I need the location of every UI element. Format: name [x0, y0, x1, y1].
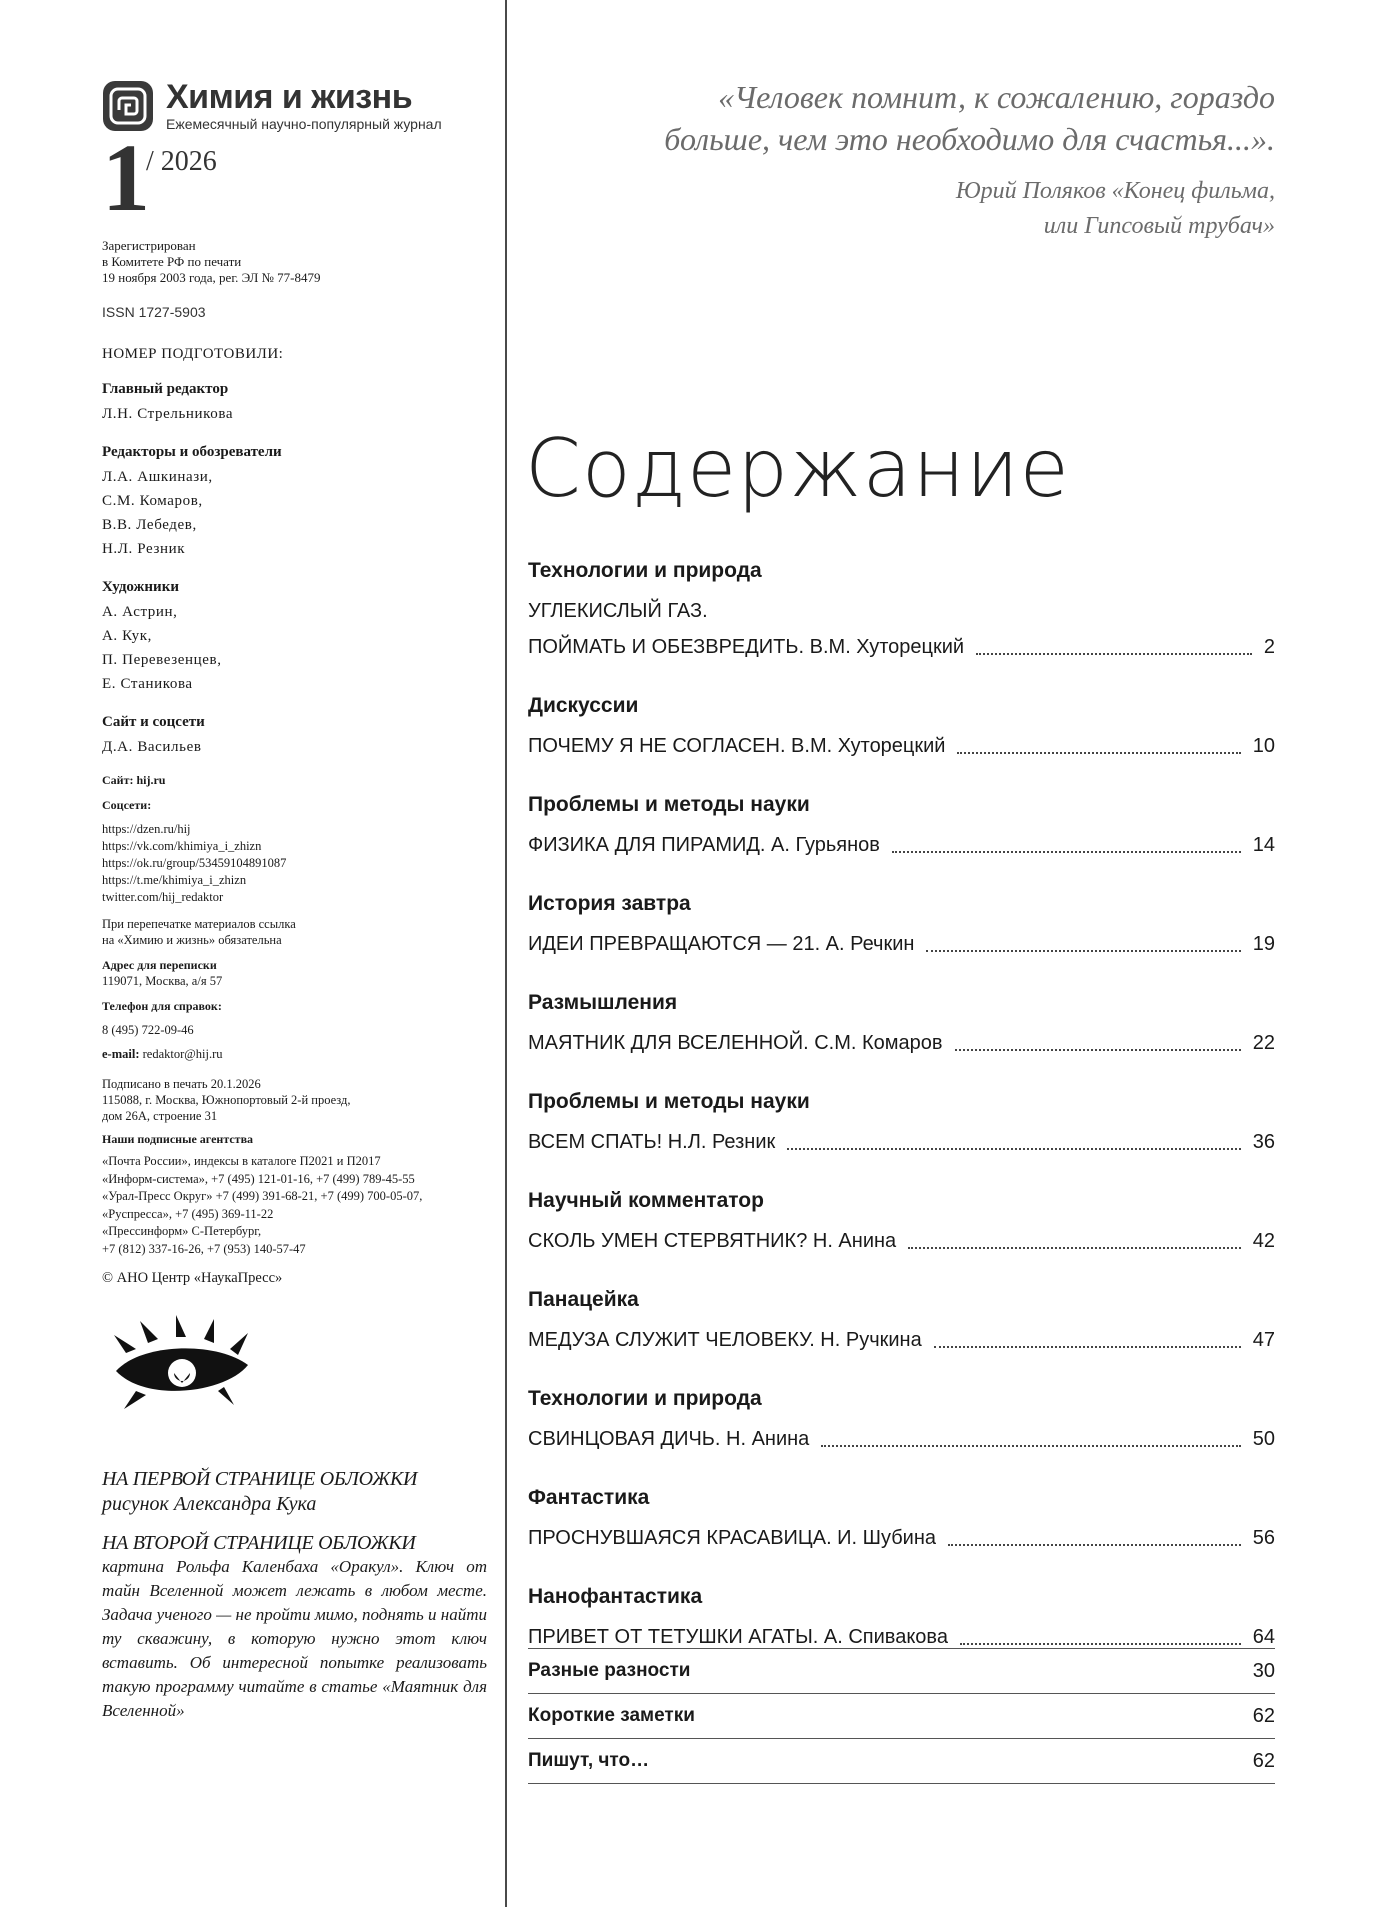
toc-misc-page: 62: [1252, 1704, 1275, 1727]
agency-line: «Прессинформ» С-Петербург,: [102, 1224, 262, 1238]
journal-title: Химия и жизнь: [166, 78, 413, 116]
toc-section: [528, 1483, 1275, 1553]
toc-entry-title[interactable]: ФИЗИКА ДЛЯ ПИРАМИД. А. Гурьянов: [528, 834, 880, 856]
toc-section-heading: Научный комментатор: [528, 1189, 764, 1212]
reprint-line: При перепечатке материалов ссылка: [102, 917, 296, 931]
dot-leader: [960, 1643, 1241, 1645]
toc-section: [528, 988, 1275, 1058]
staff-heading: НОМЕР ПОДГОТОВИЛИ:: [102, 346, 284, 362]
toc-misc-page: 30: [1252, 1659, 1275, 1682]
toc-section-heading: История завтра: [528, 892, 691, 915]
phone: 8 (495) 722-09-46: [102, 1023, 194, 1037]
email-label: e-mail:: [102, 1047, 140, 1061]
toc-section: [528, 1384, 1275, 1454]
toc-entry[interactable]: [528, 1127, 1275, 1157]
toc-entry-title[interactable]: ПРИВЕТ ОТ ТЕТУШКИ АГАТЫ. А. Спивакова: [528, 1626, 948, 1648]
toc-entry-title[interactable]: ВСЕМ СПАТЬ! Н.Л. Резник: [528, 1131, 776, 1153]
agencies-list: [102, 1153, 490, 1258]
site-person: Д.А. Васильев: [102, 739, 202, 755]
dot-leader: [976, 653, 1252, 655]
toc-entry-page: 64: [1252, 1626, 1275, 1648]
second-cover-caption: НА ВТОРОЙ СТРАНИЦЕ ОБЛОЖКИ: [102, 1532, 416, 1554]
print-line: Подписано в печать 20.1.2026: [102, 1077, 261, 1091]
toc-entry-title[interactable]: ПОЧЕМУ Я НЕ СОГЛАСЕН. В.М. Хуторецкий: [528, 735, 946, 757]
social-links: [102, 821, 490, 906]
editor-name: Л.А. Ашкинази,: [102, 469, 213, 485]
dot-leader: [934, 1346, 1241, 1348]
first-cover-caption: НА ПЕРВОЙ СТРАНИЦЕ ОБЛОЖКИ: [102, 1468, 418, 1490]
toc-misc-label[interactable]: Короткие заметки: [528, 1705, 695, 1726]
toc-entry-title[interactable]: МАЯТНИК ДЛЯ ВСЕЛЕННОЙ. С.М. Комаров: [528, 1032, 943, 1054]
social-link[interactable]: https://vk.com/khimiya_i_zhizn: [102, 839, 262, 853]
toc-entry-page: 19: [1252, 933, 1275, 955]
address-label: Адрес для переписки: [102, 958, 217, 972]
print-line: 115088, г. Москва, Южнопортовый 2-й проезд,: [102, 1093, 351, 1107]
toc-section-heading: Технологии и природа: [528, 559, 762, 582]
toc-entry-title[interactable]: МЕДУЗА СЛУЖИТ ЧЕЛОВЕКУ. Н. Ручкина: [528, 1329, 922, 1351]
toc-section-heading: Фантастика: [528, 1486, 650, 1509]
toc-misc-table: [528, 1648, 1275, 1784]
toc-entry[interactable]: [528, 1523, 1275, 1553]
toc-entry[interactable]: [528, 1226, 1275, 1256]
toc-section-heading: Панацейка: [528, 1288, 639, 1311]
toc-entry[interactable]: [528, 1028, 1275, 1058]
epigraph-quote-line: больше, чем это необходимо для счастья...».: [664, 121, 1275, 157]
agency-line: «Руспресса», +7 (495) 369-11-22: [102, 1206, 274, 1221]
registration-info: [102, 238, 490, 286]
editor-name: С.М. Комаров,: [102, 493, 203, 509]
dot-leader: [892, 851, 1241, 853]
dot-leader: [787, 1148, 1241, 1150]
toc-entry-title[interactable]: СВИНЦОВАЯ ДИЧЬ. Н. Анина: [528, 1428, 810, 1450]
agency-line: «Урал-Пресс Округ» +7 (499) 391-68-21, +7 (499) 700-05-07,: [102, 1189, 423, 1203]
toc-section: [528, 1186, 1275, 1256]
toc-section: [528, 1087, 1275, 1157]
toc-entry-page: 47: [1252, 1329, 1275, 1351]
toc-entry-title[interactable]: СКОЛЬ УМЕН СТЕРВЯТНИК? Н. Анина: [528, 1230, 897, 1252]
registration-line: Зарегистрирован: [102, 238, 196, 253]
social-link[interactable]: https://ok.ru/group/53459104891087: [102, 856, 287, 870]
cover-notes: [102, 1468, 487, 1723]
epigraph-quote-line: «Человек помнит, к сожалению, гораздо: [718, 79, 1275, 115]
artist-name: П. Перевезенцев,: [102, 652, 222, 668]
dot-leader: [926, 950, 1240, 952]
toc-section-heading: Проблемы и методы науки: [528, 793, 810, 816]
toc-entry-page: 56: [1252, 1527, 1275, 1549]
print-line: дом 26А, строение 31: [102, 1109, 218, 1123]
epigraph: [595, 76, 1275, 244]
dot-leader: [821, 1445, 1240, 1447]
social-link[interactable]: https://dzen.ru/hij: [102, 822, 191, 836]
toc-section-heading: Дискуссии: [528, 694, 639, 717]
toc-entry[interactable]: [528, 731, 1275, 761]
toc-entry-title[interactable]: ПРОСНУВШАЯСЯ КРАСАВИЦА. И. Шубина: [528, 1527, 937, 1549]
toc-entry[interactable]: [528, 830, 1275, 860]
artists-list: [102, 600, 490, 696]
toc-misc-label[interactable]: Пишут, что…: [528, 1750, 650, 1771]
toc-section-heading: Размышления: [528, 991, 678, 1014]
toc-entry-page: 42: [1252, 1230, 1275, 1252]
toc-section-heading: Технологии и природа: [528, 1387, 762, 1410]
agency-line: +7 (812) 337-16-26, +7 (953) 140-57-47: [102, 1241, 306, 1256]
toc-section-heading: Проблемы и методы науки: [528, 1090, 810, 1113]
toc-section: [528, 790, 1275, 860]
second-cover-text: картина Рольфа Каленбаха «Оракул». Ключ от тайн Вселенной может лежать в любом месте. Задача ученого — не пройти мимо, поднять и найти ту скважину, в которую нужно этот ключ вставить. Об интересной попытке реализовать такую программу читайте в статье «Маятник для Вселенной»: [102, 1557, 487, 1720]
epigraph-author-line: Юрий Поляков «Конец фильма,: [955, 178, 1275, 204]
toc-entry-title[interactable]: ПОЙМАТЬ И ОБЕЗВРЕДИТЬ. В.М. Хуторецкий: [528, 636, 965, 658]
phone-label: Телефон для справок:: [102, 999, 222, 1013]
toc-section: [528, 556, 1275, 662]
toc-entry-title-line[interactable]: УГЛЕКИСЛЫЙ ГАЗ.: [528, 600, 708, 622]
toc-section: [528, 1582, 1275, 1652]
toc-title: Содержание: [525, 422, 1070, 515]
masthead: [102, 80, 490, 132]
editor-name: Н.Л. Резник: [102, 541, 186, 557]
column-divider: [505, 0, 507, 1907]
toc-misc-page: 62: [1252, 1749, 1275, 1772]
artist-name: А. Кук,: [102, 628, 152, 644]
journal-subtitle: Ежемесячный научно-популярный журнал: [166, 116, 442, 132]
social-link[interactable]: twitter.com/hij_redaktor: [102, 890, 224, 904]
epigraph-author-line: или Гипсовый трубач»: [1043, 213, 1275, 239]
toc-entry[interactable]: [528, 929, 1275, 959]
registration-line: 19 ноября 2003 года, рег. ЭЛ № 77-8479: [102, 270, 321, 285]
reprint-notice: [102, 916, 490, 948]
dot-leader: [957, 752, 1240, 754]
toc-entry[interactable]: [528, 1325, 1275, 1355]
site-url[interactable]: Сайт: hij.ru: [102, 773, 166, 787]
toc-entry-page: 22: [1252, 1032, 1275, 1054]
social-label: Соцсети:: [102, 798, 152, 812]
toc-entry-title[interactable]: ИДЕИ ПРЕВРАЩАЮТСЯ — 21. А. Речкин: [528, 933, 915, 955]
toc-entry-page: 2: [1263, 636, 1275, 658]
reprint-line: на «Химию и жизнь» обязательна: [102, 933, 282, 947]
toc-misc-row[interactable]: [528, 1739, 1275, 1784]
copyright: © АНО Центр «НаукаПресс»: [102, 1270, 283, 1286]
dot-leader: [948, 1544, 1241, 1546]
editors-list: [102, 465, 490, 561]
toc-entry-page: 36: [1252, 1131, 1275, 1153]
toc-misc-row[interactable]: [528, 1649, 1275, 1694]
toc-section: [528, 1285, 1275, 1355]
toc-section-heading: Нанофантастика: [528, 1585, 703, 1608]
agencies-label: Наши подписные агентства: [102, 1132, 254, 1146]
toc-entry-page: 50: [1252, 1428, 1275, 1450]
address: 119071, Москва, а/я 57: [102, 974, 223, 988]
toc-misc-label[interactable]: Разные разности: [528, 1660, 691, 1681]
toc-entry[interactable]: [528, 1424, 1275, 1454]
editors-label: Редакторы и обозреватели: [102, 444, 282, 460]
issn: ISSN 1727-5903: [102, 304, 206, 320]
agency-line: «Почта России», индексы в каталоге П2021 и П2017: [102, 1154, 381, 1168]
dot-leader: [955, 1049, 1241, 1051]
first-cover-text: рисунок Александра Кука: [102, 1493, 317, 1515]
email-row: [102, 1046, 490, 1062]
toc-entry[interactable]: [528, 632, 1275, 662]
eye-emblem-icon: [106, 1313, 256, 1423]
chief-editor: Л.Н. Стрельникова: [102, 406, 234, 422]
table-of-contents: [528, 556, 1275, 1681]
dot-leader: [908, 1247, 1241, 1249]
social-link[interactable]: https://t.me/khimiya_i_zhizn: [102, 873, 247, 887]
toc-section: [528, 691, 1275, 761]
artists-label: Художники: [102, 579, 179, 595]
registration-line: в Комитете РФ по печати: [102, 254, 242, 269]
issue-number: 1: [102, 124, 150, 231]
toc-entry-page: 10: [1252, 735, 1275, 757]
left-column: [102, 80, 490, 1723]
editor-name: В.В. Лебедев,: [102, 517, 197, 533]
issue-year: / 2026: [146, 146, 217, 177]
chief-editor-label: Главный редактор: [102, 381, 229, 397]
artist-name: А. Астрин,: [102, 604, 178, 620]
agency-line: «Информ-система», +7 (495) 121-01-16, +7 (499) 789-45-55: [102, 1171, 415, 1186]
toc-entry-page: 14: [1252, 834, 1275, 856]
toc-section: [528, 889, 1275, 959]
email[interactable]: redaktor@hij.ru: [142, 1047, 223, 1061]
artist-name: Е. Станикова: [102, 676, 193, 692]
epigraph-author: [595, 174, 1275, 244]
toc-misc-row[interactable]: [528, 1694, 1275, 1739]
print-info: [102, 1076, 490, 1124]
site-label: Сайт и соцсети: [102, 714, 205, 730]
